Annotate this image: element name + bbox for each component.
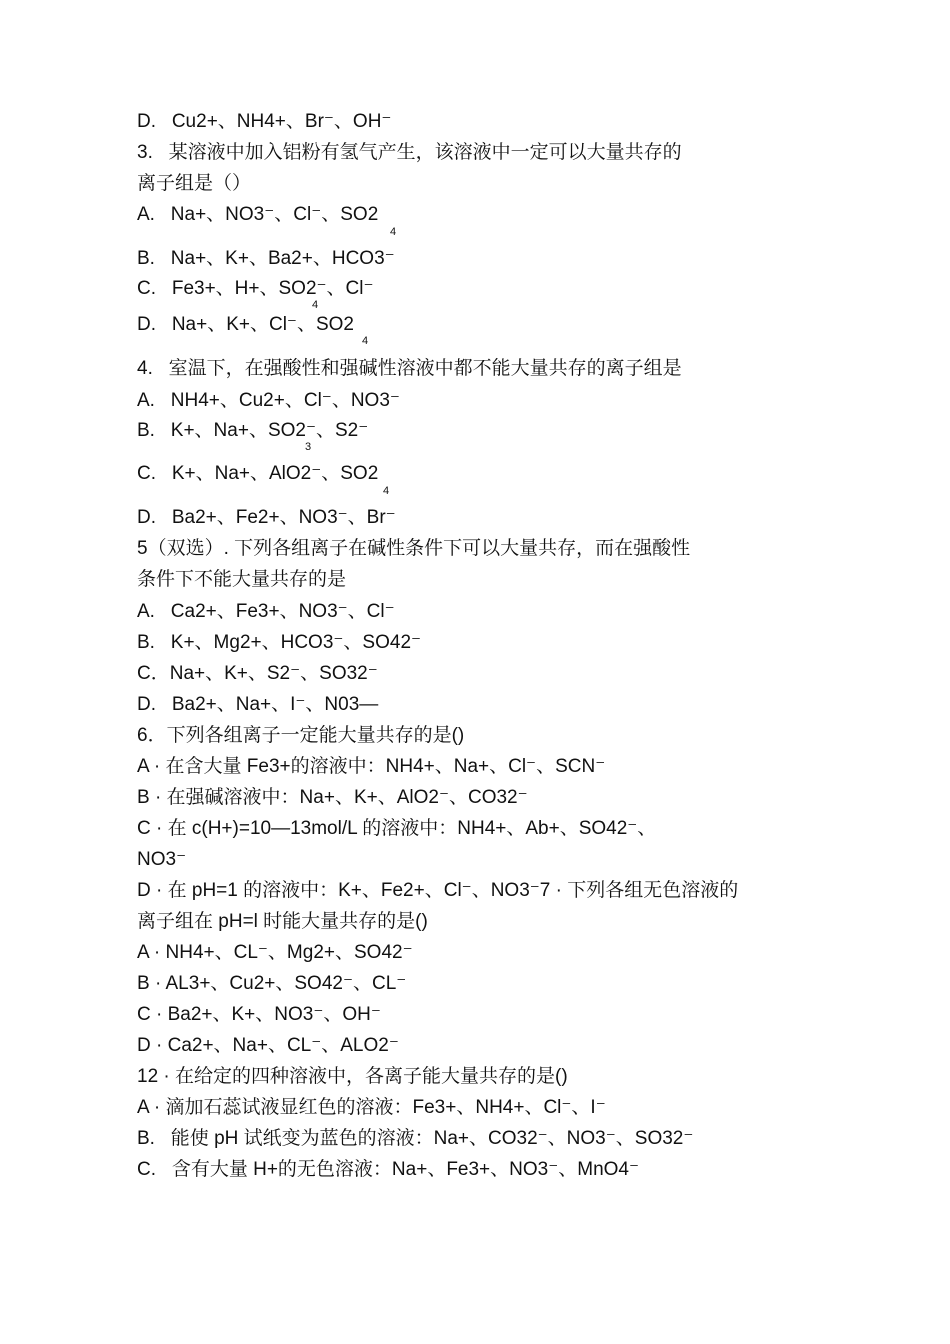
subscript-mark: 4 <box>383 485 390 497</box>
subscript-mark: 4 <box>362 335 369 347</box>
text-line: A · 在含大量 Fe3+的溶液中：NH4+、Na+、Cl⁻、SCN⁻ <box>137 756 606 777</box>
text-line: B · AL3+、Cu2+、SO42⁻、CL⁻ <box>137 973 407 994</box>
text-line: B · 在强碱溶液中：Na+、K+、AlO2⁻、CO32⁻ <box>137 787 528 808</box>
text-line: 3. 某溶液中加入铝粉有氢气产生，该溶液中一定可以大量共存的 <box>137 142 682 163</box>
text-line: 6．下列各组离子一定能大量共存的是() <box>137 725 465 746</box>
text-line: 5（双选）. 下列各组离子在碱性条件下可以大量共存，而在强酸性 <box>137 538 691 559</box>
text-line: C. 含有大量 H+的无色溶液：Na+、Fe3+、NO3⁻、MnO4⁻ <box>137 1159 640 1180</box>
text-line: C．Na+、K+、S2⁻、SO32⁻ <box>137 663 378 684</box>
text-line: 离子组在 pH=l 时能大量共存的是() <box>137 911 428 932</box>
text-line: 条件下不能大量共存的是 <box>137 569 347 590</box>
text-line: B. 能使 pH 试纸变为蓝色的溶液：Na+、CO32⁻、NO3⁻、SO32⁻ <box>137 1128 694 1149</box>
text-line: A · 滴加石蕊试液显红色的溶液：Fe3+、NH4+、Cl⁻、I⁻ <box>137 1097 606 1118</box>
text-line: 4. 室温下，在强酸性和强碱性溶液中都不能大量共存的离子组是 <box>137 358 682 379</box>
text-line: D. Ba2+、Na+、I⁻、N03— <box>137 694 379 715</box>
subscript-mark: 4 <box>390 226 397 238</box>
text-line: NO3⁻ <box>137 849 187 870</box>
text-line: C. K+、Na+、AlO2⁻、SO2 <box>137 463 379 484</box>
text-line: C · Ba2+、K+、NO3⁻、OH⁻ <box>137 1004 381 1025</box>
subscript-mark: 3 <box>305 441 312 453</box>
text-line: B. Na+、K+、Ba2+、HCO3⁻ <box>137 248 395 269</box>
text-line: A. NH4+、Cu2+、Cl⁻、NO3⁻ <box>137 390 400 411</box>
text-line: C. Fe3+、H+、SO2⁻、Cl⁻ <box>137 278 374 299</box>
text-line: B. K+、Mg2+、HCO3⁻、SO42⁻ <box>137 632 422 653</box>
text-line: 12 · 在给定的四种溶液中，各离子能大量共存的是() <box>137 1066 568 1087</box>
text-line: C · 在 c(H+)=10—13mol/L 的溶液中：NH4+、Ab+、SO42⁻、 <box>137 818 657 839</box>
text-line: D. Ba2+、Fe2+、NO3⁻、Br⁻ <box>137 507 396 528</box>
text-line: D. Cu2+、NH4+、Br⁻、OH⁻ <box>137 111 392 132</box>
text-line: D · 在 pH=1 的溶液中：K+、Fe2+、Cl⁻、NO3⁻7 · 下列各组无色溶液的 <box>137 880 739 901</box>
text-line: A · NH4+、CL⁻、Mg2+、SO42⁻ <box>137 942 413 963</box>
text-line: A. Ca2+、Fe3+、NO3⁻、Cl⁻ <box>137 601 395 622</box>
text-line: A. Na+、NO3⁻、Cl⁻、SO2 <box>137 204 379 225</box>
subscript-mark: 4 <box>312 299 319 311</box>
text-line: B. K+、Na+、SO2⁻、S2⁻ <box>137 420 369 441</box>
text-line: D · Ca2+、Na+、CL⁻、ALO2⁻ <box>137 1035 399 1056</box>
text-line: 离子组是（） <box>137 173 252 194</box>
text-line: D. Na+、K+、Cl⁻、SO2 <box>137 314 354 335</box>
